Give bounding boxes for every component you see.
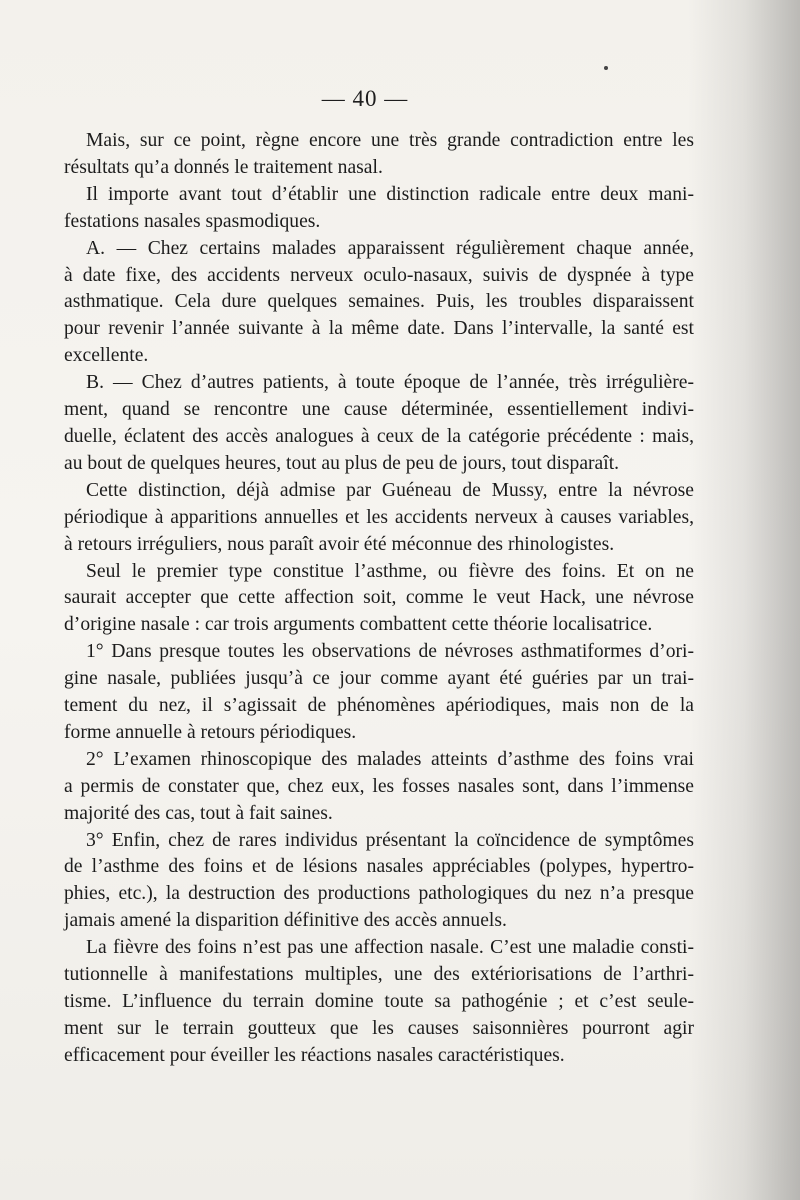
- text-line: Cette distinction, déjà admise par Guéneau de Mussy, entre la névrose: [86, 479, 694, 501]
- body-text: [64, 128, 694, 1070]
- text-line: tement du nez, il s’agissait de phénomènes apériodiques, mais non de la: [64, 695, 694, 717]
- text-line: Il importe avant tout d’établir une distinction radicale entre deux mani-: [86, 183, 694, 205]
- text-line: à retours irréguliers, nous paraît avoir été méconnue des rhinologistes.: [64, 533, 615, 555]
- text-line: tutionnelle à manifestations multiples, une des extériorisations de l’arthri-: [64, 964, 694, 986]
- text-line: La fièvre des foins n’est pas une affection nasale. C’est une maladie consti-: [86, 937, 694, 959]
- text-line: saurait accepter que cette affection soit, comme le veut Hack, une névrose: [64, 587, 694, 609]
- text-line: duelle, éclatent des accès analogues à ceux de la catégorie précédente : mais,: [64, 425, 694, 447]
- text-line: ment, quand se rencontre une cause déterminée, essentiellement indivi-: [64, 399, 694, 421]
- text-line: au bout de quelques heures, tout au plus de peu de jours, tout disparaît.: [64, 452, 620, 474]
- text-line: phies, etc.), la destruction des productions pathologiques du nez n’a presque: [64, 883, 694, 905]
- text-line: 2° L’examen rhinoscopique des malades atteints d’asthme des foins vrai: [86, 748, 694, 770]
- text-line: A. — Chez certains malades apparaissent régulièrement chaque année,: [86, 237, 694, 259]
- ink-speck: [604, 66, 608, 70]
- text-line: tisme. L’influence du terrain domine toute sa pathogénie ; et c’est seule-: [64, 991, 694, 1012]
- text-line: d’origine nasale : car trois arguments combattent cette théorie localisatrice.: [64, 614, 653, 636]
- page-number: — 40 —: [321, 86, 409, 111]
- text-line: efficacement pour éveiller les réactions nasales caractéristiques.: [64, 1044, 565, 1066]
- text-line: festations nasales spasmodiques.: [64, 210, 321, 232]
- text-line: Seul le premier type constitue l’asthme, ou fièvre des foins. Et on ne: [86, 560, 694, 582]
- text-line: 1° Dans presque toutes les observations de névroses asthmatiformes d’ori-: [86, 641, 694, 663]
- text-line: asthmatique. Cela dure quelques semaines. Puis, les troubles disparaissent: [64, 291, 694, 313]
- text-line: majorité des cas, tout à fait saines.: [64, 802, 333, 824]
- text-line: jamais amené la disparition définitive des accès annuels.: [64, 910, 507, 932]
- text-line: ment sur le terrain goutteux que les causes saisonnières pourront agir: [64, 1017, 694, 1039]
- text-line: excellente.: [64, 345, 149, 367]
- text-line: forme annuelle à retours périodiques.: [64, 721, 357, 743]
- text-line: pour revenir l’année suivante à la même date. Dans l’intervalle, la santé est: [64, 318, 694, 340]
- text-line: résultats qu’a donnés le traitement nasal.: [64, 156, 383, 178]
- text-line: Mais, sur ce point, règne encore une très grande contradiction entre les: [86, 130, 694, 151]
- text-line: B. — Chez d’autres patients, à toute époque de l’année, très irrégulière-: [86, 372, 694, 394]
- text-line: de l’asthme des foins et de lésions nasales appréciables (polypes, hypertro-: [64, 856, 694, 878]
- text-line: 3° Enfin, chez de rares individus présentant la coïncidence de symptômes: [86, 829, 694, 851]
- text-line: périodique à apparitions annuelles et les accidents nerveux à causes variables,: [64, 506, 694, 528]
- text-line: gine nasale, publiées jusqu’à ce jour comme ayant été guéries par un trai-: [64, 668, 694, 690]
- text-line: à date fixe, des accidents nerveux oculo-nasaux, suivis de dyspnée à type: [64, 264, 694, 286]
- text-line: a permis de constater que, chez eux, les fosses nasales sont, dans l’immense: [64, 775, 694, 797]
